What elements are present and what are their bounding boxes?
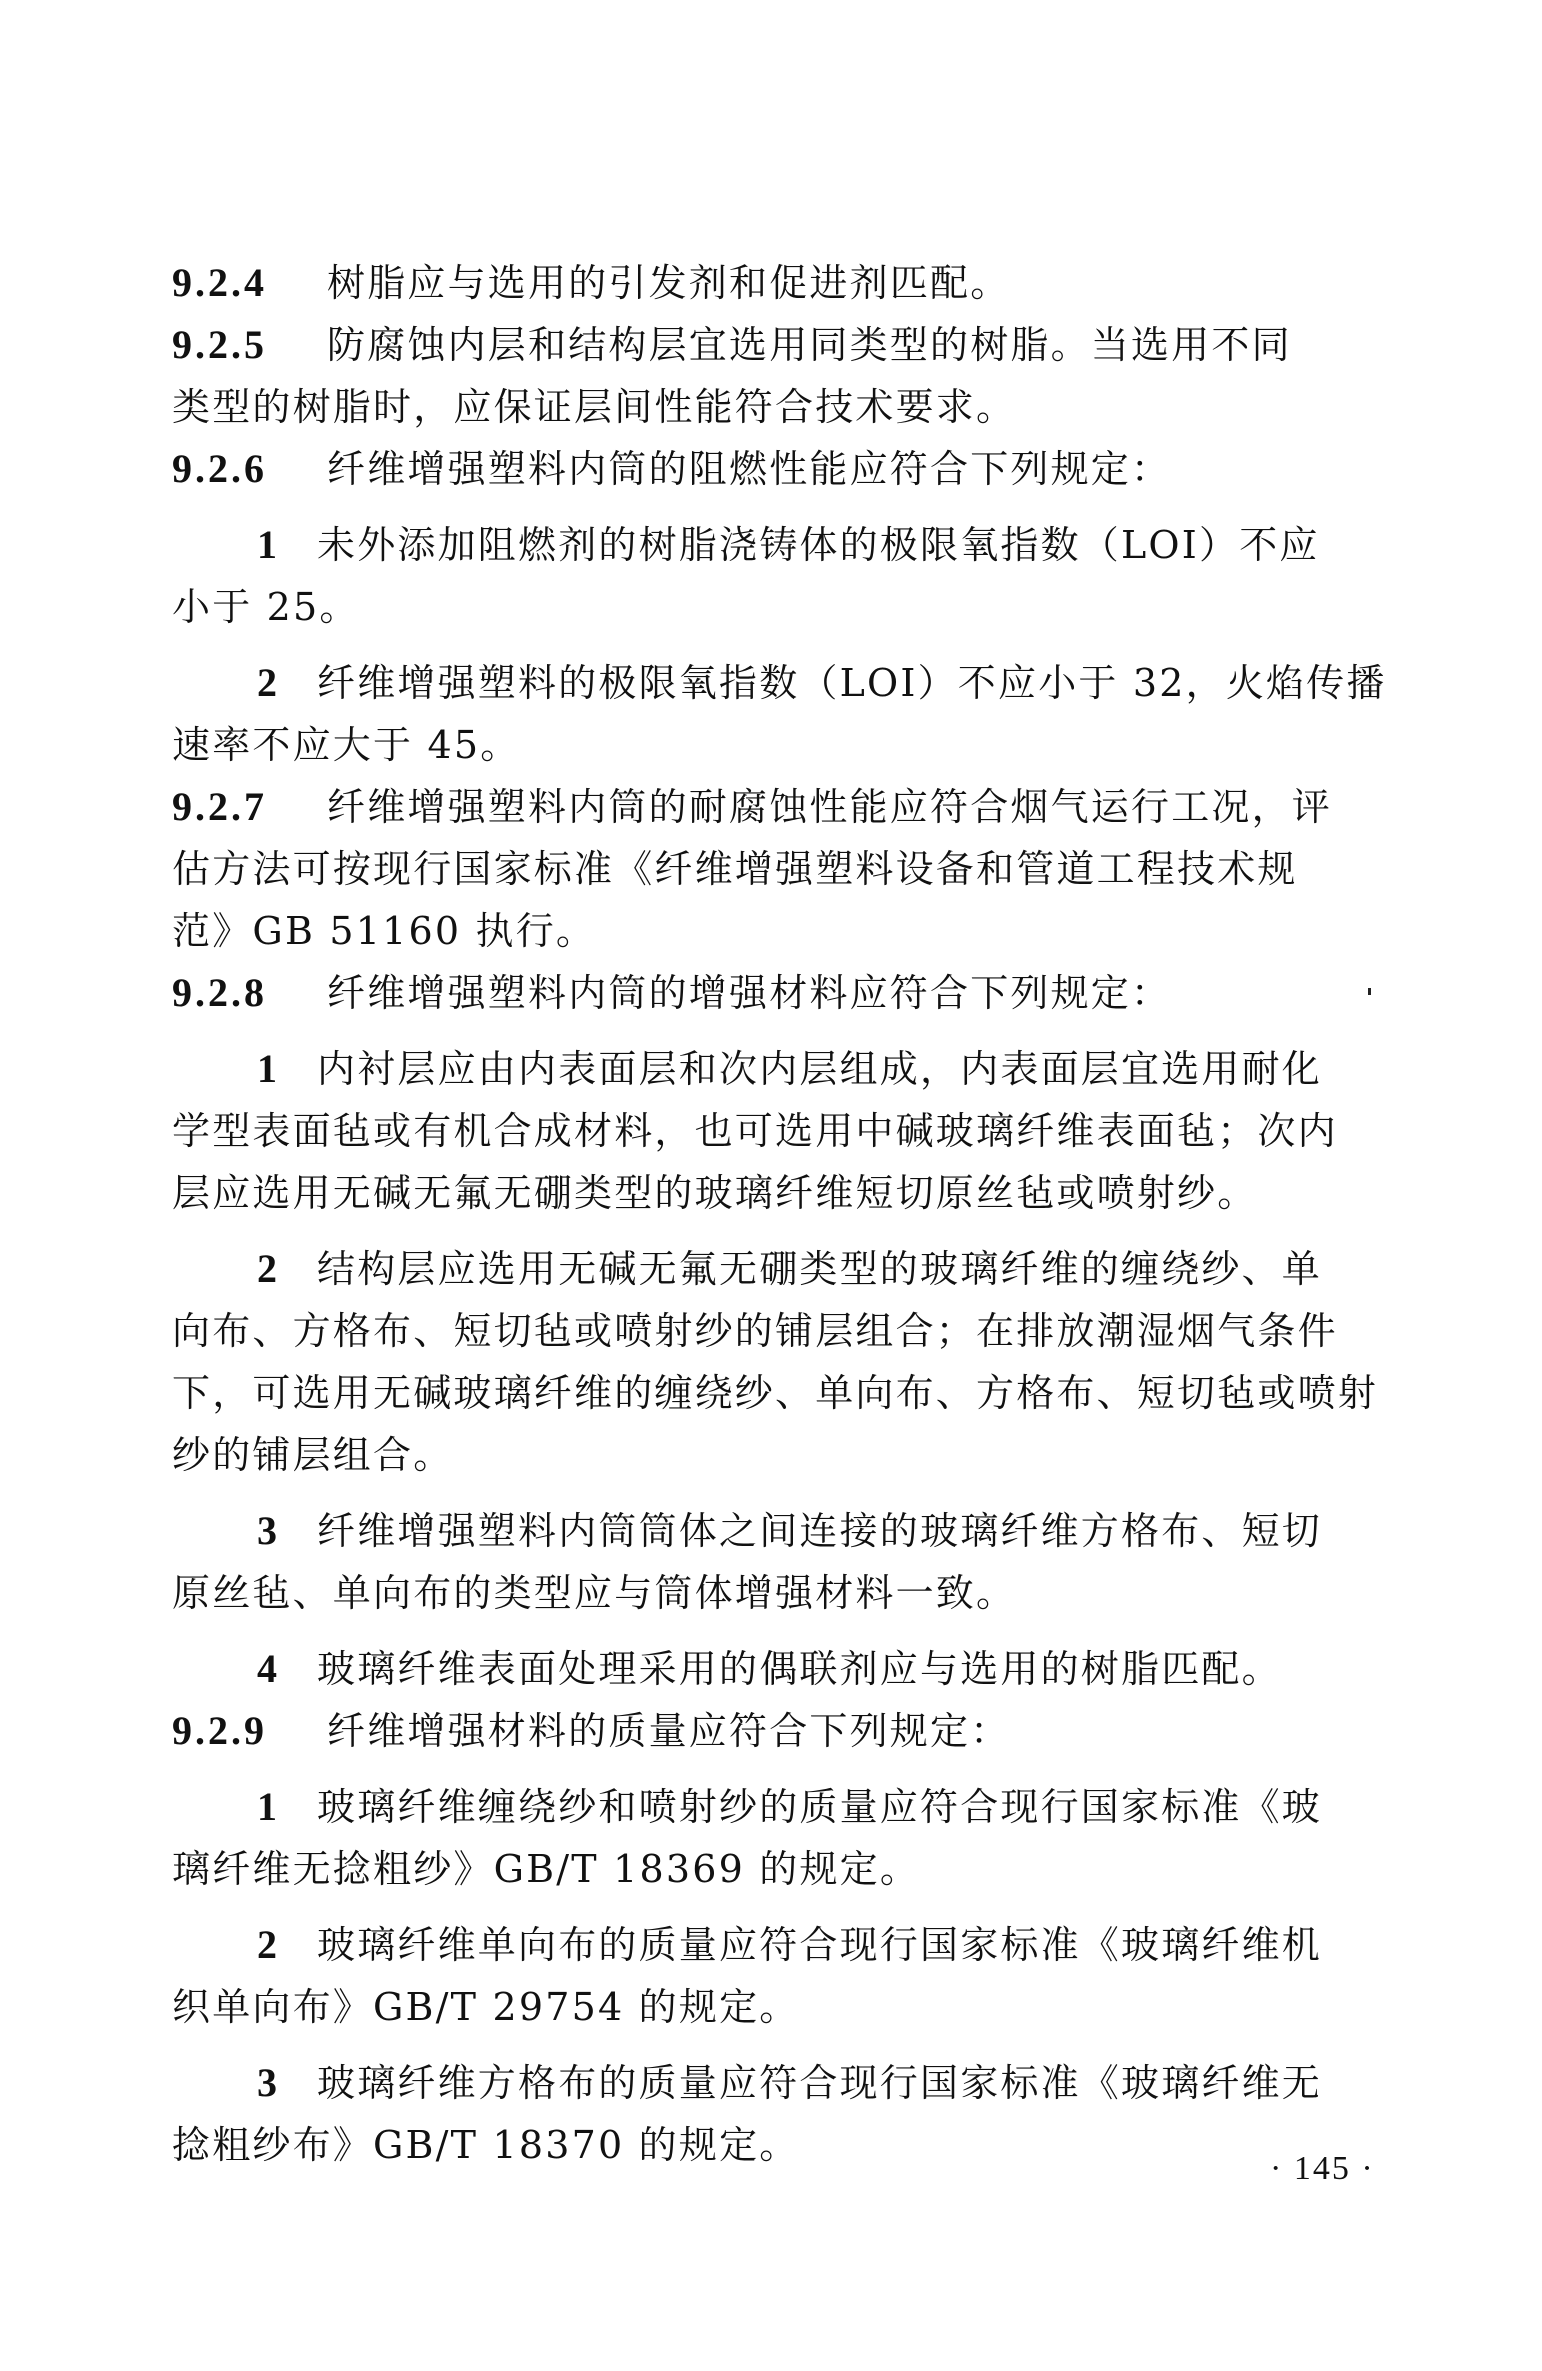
clause-number: 9.2.4 xyxy=(172,260,267,305)
clause-text-continued: 估方法可按现行国家标准《纤维增强塑料设备和管道工程技术规 xyxy=(172,847,1298,891)
item-text: 玻璃纤维方格布的质量应符合现行国家标准《玻璃纤维无 xyxy=(317,2061,1323,2105)
item-text: 玻璃纤维单向布的质量应符合现行国家标准《玻璃纤维机 xyxy=(317,1923,1323,1967)
clause-text: 纤维增强塑料内筒的阻燃性能应符合下列规定： xyxy=(327,447,1172,491)
item-9-2-8-1 xyxy=(172,1038,1390,1100)
item-number: 2 xyxy=(257,1246,280,1291)
scan-artifact-mark xyxy=(1368,988,1371,995)
item-9-2-9-2 xyxy=(172,1914,1390,1976)
clause-text: 纤维增强塑料内筒的耐腐蚀性能应符合烟气运行工况，评 xyxy=(327,785,1333,829)
item-text-continued: 织单向布》GB/T 29754 的规定。 xyxy=(172,1985,800,2029)
item-9-2-6-1 xyxy=(172,514,1390,576)
item-number: 1 xyxy=(257,522,280,567)
clause-9-2-5 xyxy=(172,314,1390,376)
item-text: 纤维增强塑料的极限氧指数（LOI）不应小于 32，火焰传播 xyxy=(317,661,1387,705)
item-number: 2 xyxy=(257,660,280,705)
clause-number: 9.2.8 xyxy=(172,970,267,1015)
item-9-2-9-3 xyxy=(172,2052,1390,2114)
item-number: 4 xyxy=(257,1646,280,1691)
item-number: 1 xyxy=(257,1046,280,1091)
item-number: 1 xyxy=(257,1784,280,1829)
clause-9-2-4 xyxy=(172,252,1390,314)
item-9-2-9-1 xyxy=(172,1776,1390,1838)
item-text-continued: 纱的铺层组合。 xyxy=(172,1433,454,1477)
document-page xyxy=(172,252,1390,2176)
item-text: 纤维增强塑料内筒筒体之间连接的玻璃纤维方格布、短切 xyxy=(317,1509,1323,1553)
item-text-continued: 下，可选用无碱玻璃纤维的缠绕纱、单向布、方格布、短切毡或喷射 xyxy=(172,1371,1379,1415)
item-text: 未外添加阻燃剂的树脂浇铸体的极限氧指数（LOI）不应 xyxy=(317,523,1320,567)
clause-text: 纤维增强塑料内筒的增强材料应符合下列规定： xyxy=(327,971,1172,1015)
clause-9-2-9 xyxy=(172,1700,1390,1762)
item-9-2-8-2 xyxy=(172,1238,1390,1300)
item-text: 内衬层应由内表面层和次内层组成，内表面层宜选用耐化 xyxy=(317,1047,1323,1091)
item-text-continued: 层应选用无碱无氟无硼类型的玻璃纤维短切原丝毡或喷射纱。 xyxy=(172,1171,1258,1215)
clause-text: 树脂应与选用的引发剂和促进剂匹配。 xyxy=(327,261,1011,305)
item-text-continued: 小于 25。 xyxy=(172,585,360,629)
item-9-2-8-4 xyxy=(172,1638,1390,1700)
page-number: · 145 · xyxy=(1270,2150,1375,2187)
clause-9-2-7 xyxy=(172,776,1390,838)
clause-text-continued: 范》GB 51160 执行。 xyxy=(172,909,597,953)
item-text-continued: 向布、方格布、短切毡或喷射纱的铺层组合；在排放潮湿烟气条件 xyxy=(172,1309,1338,1353)
item-text: 结构层应选用无碱无氟无硼类型的玻璃纤维的缠绕纱、单 xyxy=(317,1247,1323,1291)
item-number: 2 xyxy=(257,1922,280,1967)
item-9-2-6-2 xyxy=(172,652,1390,714)
item-text-continued: 捻粗纱布》GB/T 18370 的规定。 xyxy=(172,2123,800,2167)
item-number: 3 xyxy=(257,1508,280,1553)
item-text-continued: 璃纤维无捻粗纱》GB/T 18369 的规定。 xyxy=(172,1847,921,1891)
clause-number: 9.2.6 xyxy=(172,446,267,491)
item-text: 玻璃纤维缠绕纱和喷射纱的质量应符合现行国家标准《玻 xyxy=(317,1785,1323,1829)
item-number: 3 xyxy=(257,2060,280,2105)
item-text: 玻璃纤维表面处理采用的偶联剂应与选用的树脂匹配。 xyxy=(317,1647,1282,1691)
item-text-continued: 速率不应大于 45。 xyxy=(172,723,521,767)
item-text-continued: 学型表面毡或有机合成材料，也可选用中碱玻璃纤维表面毡；次内 xyxy=(172,1109,1338,1153)
clause-9-2-6 xyxy=(172,438,1390,500)
item-text-continued: 原丝毡、单向布的类型应与筒体增强材料一致。 xyxy=(172,1571,1017,1615)
clause-number: 9.2.7 xyxy=(172,784,267,829)
clause-text-continued: 类型的树脂时，应保证层间性能符合技术要求。 xyxy=(172,385,1017,429)
clause-text: 纤维增强材料的质量应符合下列规定： xyxy=(327,1709,1011,1753)
clause-number: 9.2.5 xyxy=(172,322,267,367)
clause-9-2-8 xyxy=(172,962,1390,1024)
item-9-2-8-3 xyxy=(172,1500,1390,1562)
clause-number: 9.2.9 xyxy=(172,1708,267,1753)
clause-text: 防腐蚀内层和结构层宜选用同类型的树脂。当选用不同 xyxy=(327,323,1292,367)
